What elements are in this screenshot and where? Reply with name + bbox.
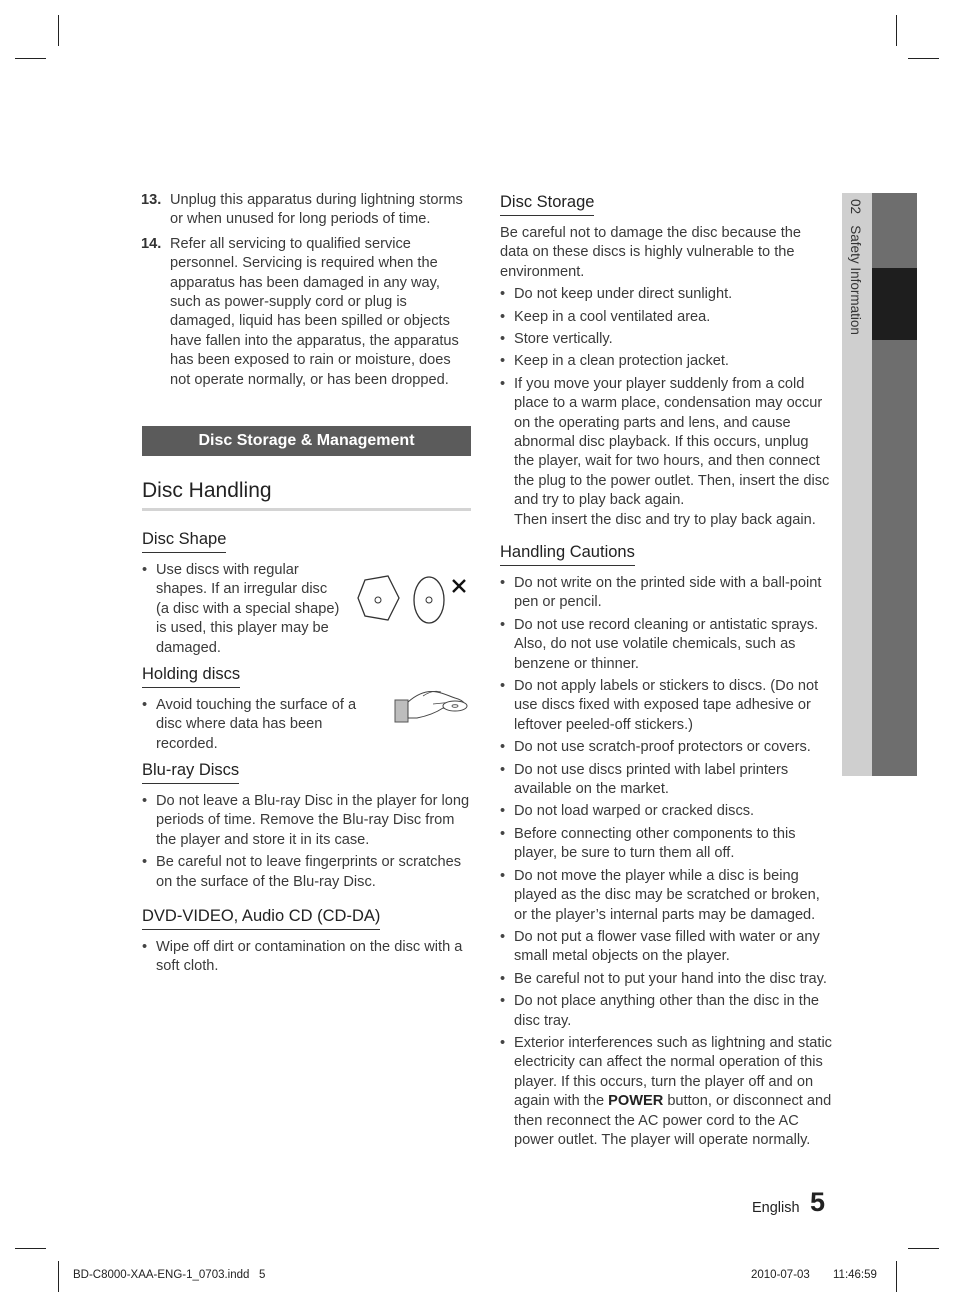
hexagon-disc-icon [358, 576, 399, 620]
item-text: Unplug this apparatus during lightning storms or when unused for long periods of time. [170, 192, 463, 228]
list-item: • Do not leave a Blu-ray Disc in the player for long periods of time. Remove the Blu-ray Disc from the player and store it in its case. [142, 792, 474, 850]
footer-filename: BD-C8000-XAA-ENG-1_0703.indd 5 [73, 1269, 266, 1281]
list-item: • Be careful not to leave fingerprints or scratches on the surface of the Blu-ray Disc. [142, 853, 474, 892]
crop-mark [58, 1261, 59, 1292]
bluray-section [142, 761, 474, 895]
disc-storage-title: Disc Storage [500, 193, 594, 216]
list-item: • Do not use scratch-proof protectors or covers. [500, 738, 832, 757]
section-bar: Disc Storage & Management [142, 426, 471, 456]
power-keyword: POWER [608, 1093, 664, 1110]
bluray-title: Blu-ray Discs [142, 761, 239, 784]
list-item: • Avoid touching the surface of a disc where data has been recorded. [142, 696, 357, 754]
list-item: • Do not put a flower vase filled with water or any small metal objects on the player. [500, 928, 832, 967]
x-mark-icon [453, 580, 465, 592]
list-item [141, 235, 474, 390]
list-item: • If you move your player suddenly from a cold place to a warm place, condensation may occur on the operating parts and lens, and cause abnormal disc playback. If this occurs, unplug the player, wait for two hours, and then connect the plug to the power outlet. Then, insert the disc and try to play back again. [500, 375, 832, 511]
crop-mark [15, 1248, 46, 1249]
list-item: • Store vertically. [500, 330, 832, 349]
footer-date: 2010-07-03 [751, 1269, 810, 1281]
disc-shape-title: Disc Shape [142, 530, 226, 553]
item-number: 13. [141, 192, 162, 208]
text-segment: button, or disconnect and then reconnect the AC power cord to the AC power outlet. The player will operate normally. [514, 1093, 832, 1148]
footer-time: 11:46:59 [833, 1269, 877, 1281]
list-item: • Do not use record cleaning or antistatic sprays. Also, do not use volatile chemicals, such as benzene or thinner. [500, 616, 832, 674]
crop-mark [15, 58, 46, 59]
dvd-title: DVD-VIDEO, Audio CD (CD-DA) [142, 907, 380, 930]
page-language: English [752, 1200, 800, 1216]
handling-cautions-section [500, 543, 832, 1153]
list-item: • Do not load warped or cracked discs. [500, 802, 832, 821]
oval-disc-icon [414, 577, 444, 623]
list-item: • Do not move the player while a disc is being played as the disc may be scratched or broken, or the player’s internal parts may be damaged. [500, 867, 832, 925]
crop-mark [896, 1261, 897, 1292]
list-item: • Do not keep under direct sunlight. [500, 285, 832, 304]
chapter-number: 02 [848, 199, 863, 215]
dvd-section [142, 907, 474, 980]
numbered-list [141, 191, 474, 395]
handling-cautions-title: Handling Cautions [500, 543, 635, 566]
list-item: • Wipe off dirt or contamination on the disc with a soft cloth. [142, 938, 474, 977]
holding-discs-section [142, 665, 357, 757]
holding-discs-title: Holding discs [142, 665, 240, 688]
list-item: • Before connecting other components to this player, be sure to turn them all off. [500, 825, 832, 864]
list-item [141, 191, 474, 230]
list-item: • Do not apply labels or stickers to discs. (Do not use discs fixed with exposed tape adhesive or leftover peeled-off stickers.) [500, 677, 832, 735]
list-item [500, 1034, 832, 1150]
trailing-text: Then insert the disc and try to play back again. [514, 511, 816, 528]
side-tab-active-marker [872, 268, 917, 340]
item-number: 14. [141, 235, 162, 252]
intro-text: Be careful not to damage the disc because the data on these discs is highly vulnerable to the environment. [500, 225, 801, 280]
list-item: • Keep in a clean protection jacket. [500, 352, 832, 371]
list-item: • Do not write on the printed side with a ball-point pen or pencil. [500, 574, 832, 613]
page-number: 5 [810, 1187, 826, 1217]
list-item: • Do not use discs printed with label printers available on the market. [500, 761, 832, 800]
item-text: Refer all servicing to qualified service personnel. Servicing is required when the apparatus has been damaged in any way, such as power-supply cord or plug is damaged, liquid has been spilled or objects have fallen into the apparatus, the apparatus has been exposed to rain or moisture, does not operate normally, or has been dropped. [170, 235, 459, 388]
hand-disc-icon [393, 684, 471, 726]
crop-mark [908, 1248, 939, 1249]
disc-storage-section [500, 193, 832, 530]
crop-mark [896, 15, 897, 46]
chapter-tab-label [848, 199, 863, 335]
list-item: • Use discs with regular shapes. If an irregular disc (a disc with a special shape) is used, this player may be damaged. [142, 561, 342, 658]
chapter-title: Safety Information [848, 225, 863, 335]
list-item: • Be careful not to put your hand into the disc tray. [500, 970, 832, 989]
heading-rule [142, 508, 471, 511]
crop-mark [58, 15, 59, 46]
disc-shape-illustration [355, 572, 473, 628]
disc-shape-section [142, 530, 342, 661]
text-segment: Exterior interferences such as lightning and static electricity can affect the normal operation of this player. If this occurs, turn the player off and on again with the [514, 1034, 832, 1110]
list-item: • Do not place anything other than the disc in the disc tray. [500, 992, 832, 1031]
list-item: • Keep in a cool ventilated area. [500, 308, 832, 327]
page-heading: Disc Handling [142, 479, 272, 502]
crop-mark [908, 58, 939, 59]
